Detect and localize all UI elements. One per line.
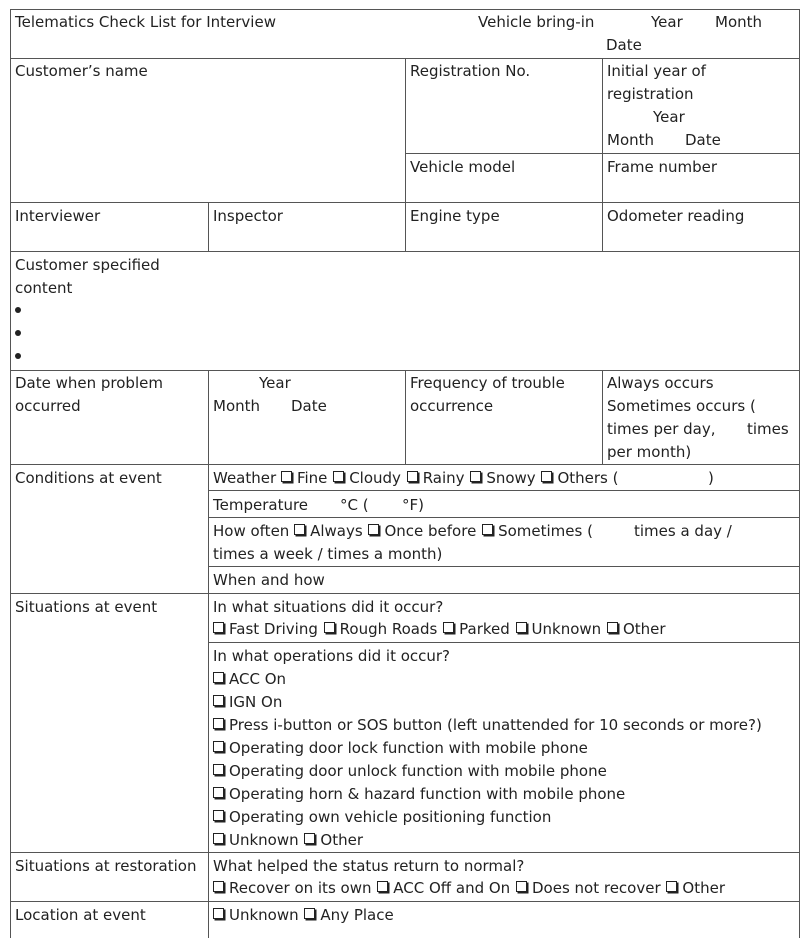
customer-name-label: Customer’s name bbox=[15, 62, 148, 80]
initial-year-label-1: Initial year of bbox=[607, 62, 706, 80]
frequency-label-2: occurrence bbox=[410, 397, 494, 415]
weather-close: ) bbox=[708, 469, 714, 487]
celsius-label: °C ( bbox=[340, 496, 369, 514]
bring-in-month: Month bbox=[715, 13, 763, 31]
bullet-icon bbox=[15, 330, 21, 336]
restoration-option-other[interactable]: Other bbox=[666, 879, 725, 897]
how-often-always[interactable]: Always bbox=[294, 522, 363, 540]
bullet bbox=[15, 323, 21, 346]
restoration-option-acc-off-on[interactable]: ACC Off and On bbox=[377, 879, 510, 897]
temperature-label: Temperature bbox=[213, 496, 309, 514]
conditions-label: Conditions at event bbox=[15, 469, 162, 487]
weather-row bbox=[213, 467, 620, 490]
frequency-always: Always occurs bbox=[607, 374, 714, 392]
checkbox-icon[interactable] bbox=[213, 695, 224, 706]
rule bbox=[10, 9, 800, 10]
initial-year-year: Year bbox=[653, 108, 685, 126]
problem-month: Month bbox=[213, 397, 261, 415]
restoration-label: Situations at restoration bbox=[15, 857, 197, 875]
checkbox-icon[interactable] bbox=[213, 810, 224, 821]
location-option-unknown[interactable]: Unknown bbox=[213, 906, 299, 924]
rule bbox=[602, 202, 603, 251]
weather-option-rainy[interactable]: Rainy bbox=[407, 469, 465, 487]
fahrenheit-label: °F) bbox=[402, 496, 424, 514]
checkbox-icon[interactable] bbox=[541, 471, 552, 482]
weather-label: Weather bbox=[213, 469, 277, 487]
rule bbox=[208, 370, 209, 464]
frequency-per-month: per month) bbox=[607, 443, 692, 461]
rule bbox=[405, 58, 406, 202]
specified-label-1: Customer specified bbox=[15, 256, 160, 274]
problem-date: Date bbox=[291, 397, 327, 415]
situation-option-unknown[interactable]: Unknown bbox=[516, 620, 602, 638]
bullet-icon bbox=[15, 353, 21, 359]
restoration-option-recover[interactable]: Recover on its own bbox=[213, 879, 371, 897]
location-options-row bbox=[213, 904, 395, 927]
rule bbox=[10, 593, 800, 594]
operation-door-unlock[interactable]: Operating door unlock function with mobile phone bbox=[213, 760, 607, 783]
situations-options-row bbox=[213, 618, 667, 641]
initial-year-label-2: registration bbox=[607, 85, 694, 103]
bullet-icon bbox=[15, 307, 21, 313]
operation-door-lock[interactable]: Operating door lock function with mobile phone bbox=[213, 737, 588, 760]
how-often-times-day: times a day / bbox=[634, 522, 732, 540]
rule bbox=[10, 9, 11, 938]
situation-option-rough-roads[interactable]: Rough Roads bbox=[324, 620, 438, 638]
bring-in-date: Date bbox=[606, 36, 642, 54]
checkbox-icon[interactable] bbox=[368, 524, 379, 535]
operation-horn-hazard[interactable]: Operating horn & hazard function with mobile phone bbox=[213, 783, 625, 806]
problem-year: Year bbox=[259, 374, 291, 392]
checkbox-icon[interactable] bbox=[666, 881, 677, 892]
engine-type-label: Engine type bbox=[410, 207, 500, 225]
frequency-per-day: times per day, bbox=[607, 420, 716, 438]
checkbox-icon[interactable] bbox=[213, 672, 224, 683]
rule bbox=[208, 517, 800, 518]
bring-in-year: Year bbox=[651, 13, 683, 31]
rule bbox=[405, 202, 406, 251]
how-often-row bbox=[213, 520, 594, 543]
form-title: Telematics Check List for Interview bbox=[15, 13, 276, 31]
checkbox-icon[interactable] bbox=[294, 524, 305, 535]
rule bbox=[799, 9, 800, 938]
checkbox-icon[interactable] bbox=[213, 908, 224, 919]
situation-option-fast-driving[interactable]: Fast Driving bbox=[213, 620, 318, 638]
checkbox-icon[interactable] bbox=[482, 524, 493, 535]
registration-label: Registration No. bbox=[410, 62, 531, 80]
checkbox-icon[interactable] bbox=[607, 622, 618, 633]
rule bbox=[208, 566, 800, 567]
rule bbox=[208, 642, 800, 643]
how-often-line2: times a week / times a month) bbox=[213, 545, 443, 563]
rule bbox=[10, 251, 800, 252]
operation-unknown[interactable]: Unknown bbox=[213, 831, 299, 849]
how-often-label: How often bbox=[213, 522, 290, 540]
checkbox-icon[interactable] bbox=[516, 881, 527, 892]
checkbox-icon[interactable] bbox=[213, 787, 224, 798]
situation-option-other[interactable]: Other bbox=[607, 620, 666, 638]
rule bbox=[208, 464, 209, 938]
operation-ign-on[interactable]: IGN On bbox=[213, 691, 282, 714]
checkbox-icon[interactable] bbox=[407, 471, 418, 482]
odometer-label: Odometer reading bbox=[607, 207, 745, 225]
checkbox-icon[interactable] bbox=[377, 881, 388, 892]
checkbox-icon[interactable] bbox=[213, 881, 224, 892]
how-often-sometimes[interactable]: Sometimes ( bbox=[482, 522, 593, 540]
specified-label-2: content bbox=[15, 279, 73, 297]
checkbox-icon[interactable] bbox=[213, 764, 224, 775]
inspector-label: Inspector bbox=[213, 207, 283, 225]
vehicle-model-label: Vehicle model bbox=[410, 158, 516, 176]
checkbox-icon[interactable] bbox=[213, 833, 224, 844]
frequency-times: times bbox=[747, 420, 789, 438]
restoration-options-row bbox=[213, 877, 726, 900]
operation-positioning[interactable]: Operating own vehicle positioning function bbox=[213, 806, 551, 829]
rule bbox=[10, 852, 800, 853]
checkbox-icon[interactable] bbox=[213, 741, 224, 752]
rule bbox=[602, 58, 603, 202]
restoration-option-not-recover[interactable]: Does not recover bbox=[516, 879, 661, 897]
checkbox-icon[interactable] bbox=[213, 622, 224, 633]
how-often-once-before[interactable]: Once before bbox=[368, 522, 476, 540]
problem-date-label-2: occurred bbox=[15, 397, 81, 415]
bullet bbox=[15, 300, 21, 323]
rule bbox=[10, 464, 800, 465]
rule bbox=[10, 901, 800, 902]
checkbox-icon[interactable] bbox=[470, 471, 481, 482]
frequency-label-1: Frequency of trouble bbox=[410, 374, 565, 392]
situations-label: Situations at event bbox=[15, 598, 158, 616]
initial-year-month: Month bbox=[607, 131, 655, 149]
checkbox-icon[interactable] bbox=[213, 718, 224, 729]
checkbox-icon[interactable] bbox=[324, 622, 335, 633]
weather-option-others[interactable]: Others ( bbox=[541, 469, 618, 487]
frame-number-label: Frame number bbox=[607, 158, 718, 176]
operation-acc-on[interactable]: ACC On bbox=[213, 668, 286, 691]
bullet bbox=[15, 346, 21, 369]
location-option-any-place[interactable]: Any Place bbox=[304, 906, 393, 924]
checkbox-icon[interactable] bbox=[304, 908, 315, 919]
initial-year-date: Date bbox=[685, 131, 721, 149]
situations-question: In what situations did it occur? bbox=[213, 598, 444, 616]
checkbox-icon[interactable] bbox=[281, 471, 292, 482]
rule bbox=[405, 370, 406, 464]
operations-question: In what operations did it occur? bbox=[213, 647, 451, 665]
operations-last-row bbox=[213, 829, 364, 852]
checkbox-icon[interactable] bbox=[516, 622, 527, 633]
weather-option-cloudy[interactable]: Cloudy bbox=[333, 469, 401, 487]
checkbox-icon[interactable] bbox=[304, 833, 315, 844]
when-and-how-label: When and how bbox=[213, 571, 325, 589]
interviewer-label: Interviewer bbox=[15, 207, 101, 225]
weather-option-snowy[interactable]: Snowy bbox=[470, 469, 535, 487]
checklist-form bbox=[10, 9, 800, 938]
rule bbox=[208, 202, 209, 251]
rule bbox=[208, 490, 800, 491]
checkbox-icon[interactable] bbox=[443, 622, 454, 633]
location-label: Location at event bbox=[15, 906, 146, 924]
operation-other[interactable]: Other bbox=[304, 831, 363, 849]
frequency-sometimes: Sometimes occurs ( bbox=[607, 397, 756, 415]
weather-option-fine[interactable]: Fine bbox=[281, 469, 327, 487]
checkbox-icon[interactable] bbox=[333, 471, 344, 482]
restoration-question: What helped the status return to normal? bbox=[213, 857, 525, 875]
bring-in-label: Vehicle bring-in bbox=[478, 13, 595, 31]
operation-press-button[interactable]: Press i-button or SOS button (left unattended for 10 seconds or more?) bbox=[213, 714, 762, 737]
rule bbox=[602, 370, 603, 464]
problem-date-label-1: Date when problem bbox=[15, 374, 163, 392]
situation-option-parked[interactable]: Parked bbox=[443, 620, 510, 638]
